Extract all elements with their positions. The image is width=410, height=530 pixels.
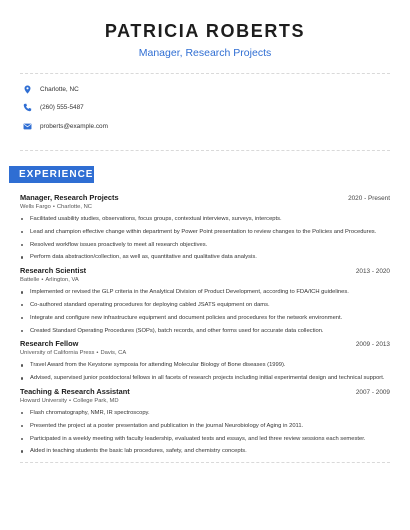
candidate-name: PATRICIA ROBERTS	[104, 21, 306, 41]
job-company: Battelle	[20, 277, 40, 284]
job-company: Howard University	[20, 397, 68, 404]
job-title: Research Fellow	[20, 339, 79, 349]
candidate-title: Manager, Research Projects	[138, 47, 272, 59]
experience-list	[0, 193, 410, 456]
phone-text[interactable]: (260) 555-5487	[40, 104, 84, 111]
job-dates: 2009 - 2013	[355, 341, 390, 349]
job-bullets	[20, 288, 390, 335]
bullet-item: Aided in teaching students the basic lab procedures, safety, and chemistry concepts.	[20, 447, 390, 456]
bullet-item: Lead and champion effective change within department by Power Point presentation to review changes to the Policies and Procedures.	[20, 228, 390, 237]
job-organization: Howard University • College Park, MD	[20, 397, 119, 404]
job-title: Manager, Research Projects	[20, 193, 119, 202]
contact-email	[22, 117, 410, 135]
bullet-item: Integrate and configure new infrastructure equipment and document policies and procedures for the network environment.	[20, 314, 390, 323]
job-dates: 2013 - 2020	[355, 268, 390, 276]
contact-list	[0, 74, 410, 135]
bullet-item: Co-authored standard operating procedures for deploying cabled JSATS equipment on dams.	[20, 301, 390, 310]
job-dates: 2007 - 2009	[355, 388, 390, 396]
job-company: Wells Fargo	[20, 204, 51, 210]
experience-section-heading: EXPERIENCE	[9, 166, 94, 183]
bullet-item: Perform data abstraction/collection, as well as, quantitative and qualitative data analysis.	[20, 253, 390, 262]
contact-divider	[20, 150, 390, 151]
footer-divider	[20, 462, 390, 463]
job-location: Charlotte, NC	[56, 204, 92, 210]
job-location: Arlington, VA	[45, 277, 79, 284]
email-icon	[22, 121, 32, 131]
job-title: Research Scientist	[20, 266, 87, 276]
email-text[interactable]: proberts@example.com	[40, 122, 108, 130]
bullet-item: Flash chromatography, NMR, IR spectroscopy.	[20, 409, 390, 418]
job-organization: Wells Fargo • Charlotte, NC	[20, 204, 92, 210]
job-location: College Park, MD	[73, 397, 119, 404]
job-entry	[20, 266, 390, 335]
contact-location	[22, 80, 410, 98]
map-pin-icon	[22, 84, 32, 94]
bullet-item: Created Standard Operating Procedures (SOPs), batch records, and other forms used for accurate data collection.	[20, 327, 390, 336]
job-organization: Battelle • Arlington, VA	[20, 277, 79, 284]
bullet-item: Facilitated usability studies, observations, focus groups, contextual interviews, surveys, intercepts.	[20, 215, 390, 224]
bullet-item: Resolved workflow issues proactively to meet all research objectives.	[20, 241, 390, 250]
job-bullets	[20, 409, 390, 456]
job-bullets	[20, 215, 390, 262]
contact-phone	[22, 99, 410, 117]
job-title: Teaching & Research Assistant	[20, 386, 130, 396]
job-dates: 2020 - Present	[348, 195, 390, 202]
bullet-item: Travel Award from the Keystone symposia for attending Molecular Biology of Bone diseases (1999).	[20, 361, 390, 370]
job-location: Davis, CA	[100, 350, 127, 357]
job-entry	[20, 193, 390, 262]
resume-header	[0, 0, 410, 60]
bullet-item: Presented the project at a poster presentation and publication in the journal Neurobiology of Aging in 2011.	[20, 422, 390, 431]
phone-icon	[22, 103, 32, 113]
location-text: Charlotte, NC	[40, 85, 79, 93]
job-company: University of California Press	[20, 350, 95, 357]
bullet-item: Participated in a weekly meeting with faculty leadership, evaluated tests and essays, and led three review sessions each semester.	[20, 435, 390, 444]
job-organization: University of California Press • Davis, CA	[20, 350, 127, 357]
job-entry	[20, 339, 390, 383]
bullet-item: Implemented or revised the GLP criteria in the Analytical Division of Product Development, according to FDA/ICH guidelines.	[20, 288, 390, 297]
bullet-item: Advised, supervised junior postdoctoral fellows in all facets of research projects including initial experimental design and technical support.	[20, 374, 390, 383]
job-bullets	[20, 361, 390, 383]
job-entry	[20, 387, 390, 456]
